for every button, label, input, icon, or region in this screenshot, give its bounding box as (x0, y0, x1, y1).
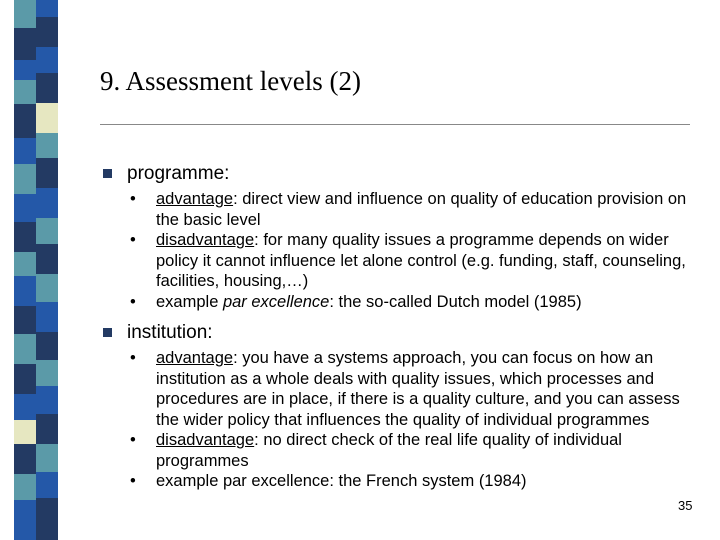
sidebar-block (36, 47, 58, 73)
square-bullet-icon (103, 328, 112, 337)
item-label: disadvantage (156, 431, 255, 449)
sidebar-block (36, 17, 58, 47)
sidebar-block (36, 386, 58, 414)
sidebar-block (36, 498, 58, 540)
list-item (100, 292, 700, 313)
item-pre: example (156, 292, 223, 311)
sidebar-block (14, 0, 36, 28)
bullet-dot: • (130, 292, 136, 311)
slide-number: 35 (678, 498, 693, 513)
square-bullet-icon (103, 169, 112, 178)
sidebar-block (14, 60, 36, 80)
sidebar-block (36, 360, 58, 386)
sidebar-block (36, 188, 58, 218)
section-programme (100, 163, 700, 185)
list-item (100, 430, 700, 471)
sidebar-block (36, 274, 58, 302)
title-area (100, 66, 361, 97)
sidebar-block (36, 103, 58, 133)
sidebar-block (36, 73, 58, 103)
sidebar-block (36, 158, 58, 188)
sidebar-block (14, 444, 36, 474)
list-item (100, 471, 700, 492)
bullet-dot: • (130, 349, 136, 367)
list-item (100, 189, 700, 230)
sidebar-block (14, 222, 36, 252)
item-text: : no direct check of the real life quality of individual programmes (156, 431, 622, 470)
programme-points (100, 189, 700, 312)
sidebar-block (14, 394, 36, 420)
sidebar-block (14, 474, 36, 500)
sidebar-block (14, 334, 36, 364)
sidebar-block (36, 218, 58, 244)
item-label: disadvantage (156, 231, 255, 249)
list-item (100, 230, 700, 292)
item-text: : you have a systems approach, you can focus on how an institution as a whole deals with quality issues, which processes and procedures are in place, if there is a quality culture, and you can assess the wider policy that influences the quality of individual programmes (156, 349, 680, 429)
section-heading: programme: (127, 163, 230, 184)
sidebar-block (36, 332, 58, 360)
section-heading: institution: (127, 322, 213, 343)
sidebar-block (36, 472, 58, 498)
bullet-dot: • (130, 431, 136, 449)
sidebar-block (14, 420, 36, 444)
sidebar-block (14, 194, 36, 222)
bullet-dot: • (130, 190, 136, 208)
item-text: : for many quality issues a programme depends on wider policy it cannot influence let alone control (e.g. funding, staff, counseling, facilities, housing,…) (156, 231, 686, 290)
sidebar-block (36, 133, 58, 158)
slide-title: 9. Assessment levels (2) (100, 66, 361, 96)
item-text: example par excellence: the French system (1984) (156, 472, 527, 490)
item-text: : direct view and influence on quality of education provision on the basic level (156, 190, 687, 229)
sidebar-block (14, 138, 36, 164)
sidebar-block (36, 302, 58, 332)
sidebar-block (14, 276, 36, 306)
item-label: advantage (156, 349, 234, 367)
sidebar-block (14, 364, 36, 394)
sidebar-block (14, 80, 36, 104)
sidebar-block (14, 500, 36, 540)
sidebar-block (14, 164, 36, 194)
sidebar-block (36, 244, 58, 274)
item-text: : the so-called Dutch model (1985) (329, 292, 582, 311)
sidebar-block (36, 444, 58, 472)
sidebar-block (36, 0, 58, 17)
slide-content (100, 163, 700, 492)
section-institution (100, 322, 700, 344)
list-item (100, 348, 700, 430)
decorative-sidebar (14, 0, 58, 540)
institution-points (100, 348, 700, 492)
sidebar-block (36, 414, 58, 444)
bullet-dot: • (130, 231, 136, 249)
sidebar-block (14, 104, 36, 138)
title-divider (100, 124, 690, 125)
sidebar-block (14, 306, 36, 334)
sidebar-block (14, 252, 36, 276)
sidebar-block (14, 28, 36, 60)
bullet-dot: • (130, 472, 136, 490)
item-label: advantage (156, 190, 234, 208)
item-italic: par excellence (222, 292, 330, 311)
